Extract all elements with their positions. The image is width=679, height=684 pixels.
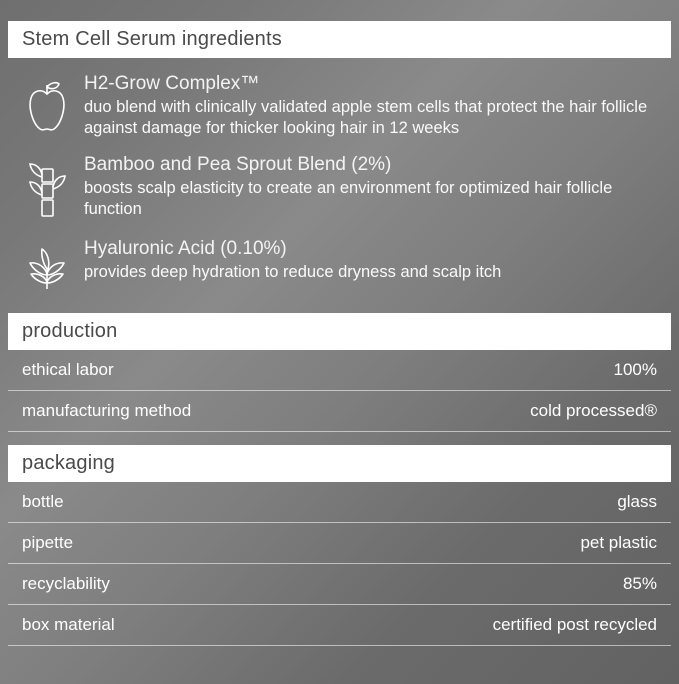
ingredient-item (10, 72, 669, 139)
spec-label: manufacturing method (22, 401, 192, 420)
ingredient-title: Bamboo and Pea Sprout Blend (2%) (84, 154, 392, 175)
spec-row (8, 350, 671, 391)
bamboo-sprout-icon (10, 153, 84, 223)
ingredient-title: H2-Grow Complex™ (84, 73, 260, 94)
spec-label: bottle (22, 492, 64, 511)
spec-label: ethical labor (22, 360, 114, 379)
spec-row (8, 391, 671, 432)
ingredient-item (10, 237, 669, 295)
spec-label: box material (22, 615, 115, 634)
ingredients-list (0, 58, 679, 313)
spec-value: pet plastic (580, 533, 657, 552)
spec-row (8, 482, 671, 523)
spec-row (8, 523, 671, 564)
apple-icon (10, 72, 84, 136)
spec-value: 100% (613, 360, 657, 379)
spec-value: glass (617, 492, 657, 511)
ingredient-description: boosts scalp elasticity to create an environment for optimized hair follicle function (84, 179, 613, 218)
spec-row (8, 564, 671, 605)
spec-row (8, 605, 671, 646)
ingredient-text (84, 72, 669, 139)
production-spec-list (0, 350, 679, 432)
ingredient-item (10, 153, 669, 223)
packaging-spec-list (0, 482, 679, 646)
spec-label: recyclability (22, 574, 110, 593)
spec-label: pipette (22, 533, 74, 552)
ingredient-title: Hyaluronic Acid (0.10%) (84, 238, 287, 259)
ingredient-description: duo blend with clinically validated apple stem cells that protect the hair follicle against damage for thicker looking hair in 12 weeks (84, 98, 648, 137)
ingredient-description: provides deep hydration to reduce dryness and scalp itch (84, 263, 502, 281)
section-header-production: production (8, 313, 671, 350)
section-spacer (0, 432, 679, 445)
spec-value: cold processed® (530, 401, 657, 420)
section-header-packaging: packaging (8, 445, 671, 482)
aloe-leaf-icon (10, 237, 84, 295)
ingredient-text (84, 237, 669, 283)
ingredient-text (84, 153, 669, 220)
spec-value: 85% (622, 574, 657, 593)
section-header-ingredients: Stem Cell Serum ingredients (8, 21, 671, 58)
spec-value: certified post recycled (492, 615, 657, 634)
